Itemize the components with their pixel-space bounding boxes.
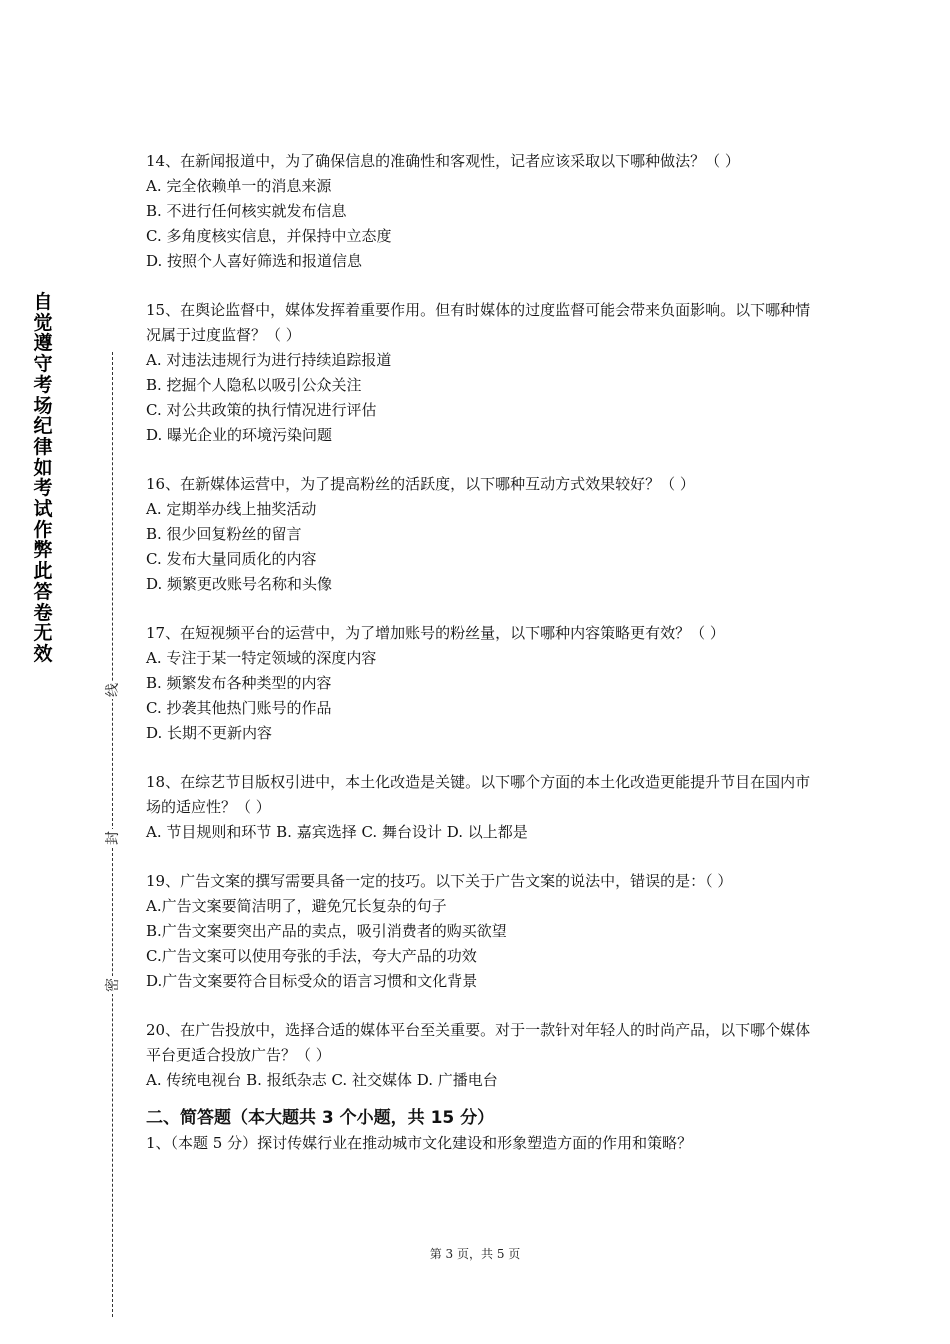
answer-option: C. 抄袭其他热门账号的作品 bbox=[146, 699, 332, 717]
answer-option: A.广告文案要简洁明了，避免冗长复杂的句子 bbox=[146, 897, 447, 915]
answer-option: B. 很少回复粉丝的留言 bbox=[146, 525, 302, 543]
exam-content bbox=[146, 149, 816, 1156]
answer-option: A. 完全依赖单一的消息来源 bbox=[146, 177, 332, 195]
question-15 bbox=[146, 298, 816, 448]
question-18 bbox=[146, 770, 816, 845]
question-14 bbox=[146, 149, 816, 274]
answer-option: C. 发布大量同质化的内容 bbox=[146, 550, 317, 568]
warning-char: 觉 bbox=[33, 311, 53, 334]
question-stem: 18、在综艺节目版权引进中，本土化改造是关键。以下哪个方面的本土化改造更能提升节目在国内市场的适应性？（ ） bbox=[146, 773, 811, 816]
answer-option: D. 频繁更改账号名称和头像 bbox=[146, 575, 333, 593]
answer-option: D. 曝光企业的环境污染问题 bbox=[146, 426, 333, 444]
answer-option: B. 频繁发布各种类型的内容 bbox=[146, 674, 332, 692]
answer-option: D.广告文案要符合目标受众的语言习惯和文化背景 bbox=[146, 972, 478, 990]
question-17 bbox=[146, 621, 816, 746]
warning-char: 效 bbox=[33, 642, 53, 665]
question-20 bbox=[146, 1018, 816, 1093]
exam-rule-warning bbox=[28, 292, 58, 665]
warning-char: 试 bbox=[33, 498, 53, 521]
answer-option: A. 对违法违规行为进行持续追踪报道 bbox=[146, 351, 392, 369]
warning-char: 自 bbox=[33, 291, 53, 313]
question-16 bbox=[146, 472, 816, 597]
question-list bbox=[146, 149, 816, 1093]
warning-char: 遵 bbox=[33, 332, 53, 355]
cut-label-xian: 线 bbox=[105, 683, 121, 697]
answer-option: A. 定期举办线上抽奖活动 bbox=[146, 500, 317, 518]
warning-char: 答 bbox=[33, 580, 53, 603]
warning-char: 律 bbox=[33, 435, 53, 458]
warning-char: 考 bbox=[33, 477, 53, 500]
page-footer: 第 3 页，共 5 页 bbox=[429, 1247, 521, 1261]
cut-label-mi: 密 bbox=[105, 978, 121, 992]
question-stem: 20、在广告投放中，选择合适的媒体平台至关重要。对于一款针对年轻人的时尚产品，以下哪个媒体平台更适合投放广告？（ ） bbox=[146, 1021, 811, 1064]
question-stem: 14、在新闻报道中，为了确保信息的准确性和客观性，记者应该采取以下哪种做法？（ ） bbox=[146, 152, 740, 170]
answer-option: B.广告文案要突出产品的卖点，吸引消费者的购买欲望 bbox=[146, 922, 507, 940]
warning-char: 此 bbox=[33, 560, 53, 583]
warning-char: 作 bbox=[33, 518, 53, 541]
answer-option: C. 多角度核实信息，并保持中立态度 bbox=[146, 227, 392, 245]
warning-char: 考 bbox=[33, 373, 53, 396]
warning-char: 纪 bbox=[33, 415, 53, 438]
warning-char: 守 bbox=[33, 353, 53, 376]
warning-char: 卷 bbox=[33, 601, 53, 624]
answer-option: D. 长期不更新内容 bbox=[146, 724, 273, 742]
section-title-short-answer: 二、简答题（本大题共 3 个小题，共 15 分） bbox=[146, 1108, 495, 1128]
warning-char: 弊 bbox=[33, 539, 53, 562]
question-stem: 15、在舆论监督中，媒体发挥着重要作用。但有时媒体的过度监督可能会带来负面影响。以下哪种情况属于过度监督？（ ） bbox=[146, 301, 811, 344]
answer-option: B. 不进行任何核实就发布信息 bbox=[146, 202, 347, 220]
answer-option: C.广告文案可以使用夸张的手法，夸大产品的功效 bbox=[146, 947, 477, 965]
answer-option: C. 对公共政策的执行情况进行评估 bbox=[146, 401, 377, 419]
answer-option: B. 挖掘个人隐私以吸引公众关注 bbox=[146, 376, 362, 394]
warning-char: 场 bbox=[33, 394, 53, 417]
answer-option: A. 专注于某一特定领域的深度内容 bbox=[146, 649, 377, 667]
warning-char: 如 bbox=[33, 456, 53, 479]
question-stem: 19、广告文案的撰写需要具备一定的技巧。以下关于广告文案的说法中，错误的是：（ ） bbox=[146, 872, 733, 890]
essay-question-1: 1、（本题 5 分）探讨传媒行业在推动城市文化建设和形象塑造方面的作用和策略？ bbox=[146, 1134, 693, 1152]
question-stem: 16、在新媒体运营中，为了提高粉丝的活跃度，以下哪种互动方式效果较好？（ ） bbox=[146, 475, 695, 493]
question-stem: 17、在短视频平台的运营中，为了增加账号的粉丝量，以下哪种内容策略更有效？（ ） bbox=[146, 624, 725, 642]
cut-label-feng: 封 bbox=[105, 831, 121, 845]
question-19 bbox=[146, 869, 816, 994]
answer-option: D. 按照个人喜好筛选和报道信息 bbox=[146, 252, 363, 270]
warning-char: 无 bbox=[33, 622, 53, 645]
answer-option: A. 节目规则和环节 B. 嘉宾选择 C. 舞台设计 D. 以上都是 bbox=[146, 823, 528, 841]
answer-option: A. 传统电视台 B. 报纸杂志 C. 社交媒体 D. 广播电台 bbox=[146, 1071, 498, 1089]
